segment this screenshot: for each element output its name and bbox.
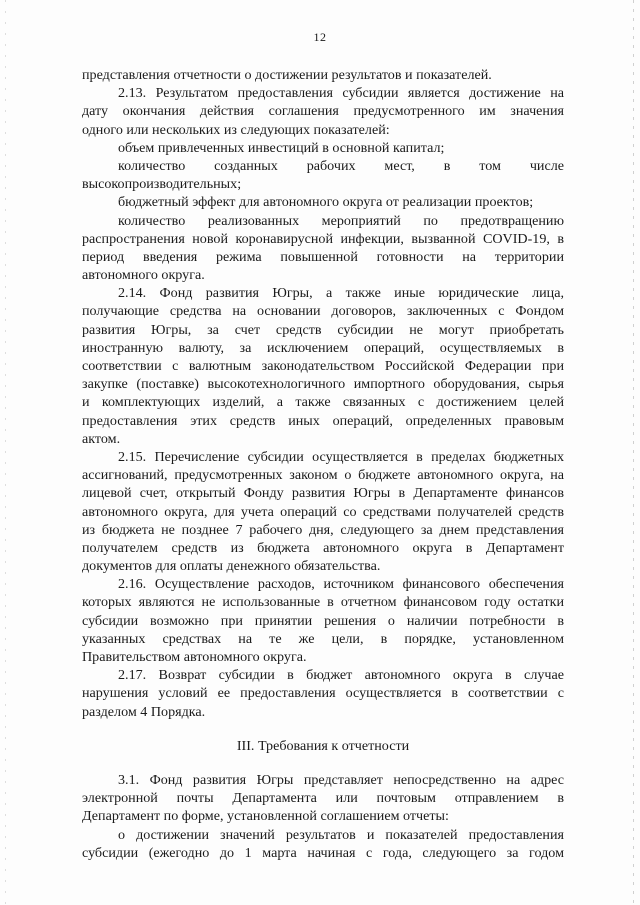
text-line: развития Югры, за счет средств субсидии не могут приобретать xyxy=(82,321,564,338)
text-line: о достижении значений результатов и показателей предоставления xyxy=(118,826,564,843)
text-line: высокопроизводительных; xyxy=(82,176,242,193)
text-line: Правительством автономного округа. xyxy=(82,649,307,665)
text-line: одного или нескольких из следующих показателей: xyxy=(82,121,390,138)
text-line: и комплектующих изделий, а также связанных с достижением целей xyxy=(82,394,564,411)
text-line: закупке (поставке) высокотехнологичного импортного оборудования, сырья xyxy=(82,376,564,393)
text-line: нарушения условий ее предоставления осуществляется в соответствии с xyxy=(82,685,564,702)
scan-edge-left xyxy=(5,0,6,905)
spacer xyxy=(82,755,564,771)
text-line: субсидии возможно при принятии решения о наличии потребности в xyxy=(82,612,564,629)
text-line: 2.16. Осуществление расходов, источником финансового обеспечения xyxy=(118,576,564,593)
text-line: лицевой счет, открытый Фонду развития Югры в Департаменте финансов xyxy=(82,485,564,502)
scan-edge-right xyxy=(633,0,634,905)
text-line: бюджетный эффект для автономного округа от реализации проектов; xyxy=(118,194,534,211)
text-line: представления отчетности о достижении результатов и показателей. xyxy=(82,67,492,83)
text-line: 2.17. Возврат субсидии в бюджет автономного округа в случае xyxy=(118,667,564,684)
section-heading: III. Требования к отчетности xyxy=(236,737,410,754)
text-line: получающие средства на основании договоров, заключенных с Фондом xyxy=(82,303,564,320)
text-line: объем привлеченных инвестиций в основной капитал; xyxy=(118,139,445,156)
text-line: Департамент по форме, установленной соглашением отчеты: xyxy=(82,808,449,825)
text-line: количество созданных рабочих мест, в том числе xyxy=(118,157,564,174)
text-line: разделом 4 Порядка. xyxy=(82,703,206,720)
text-line: актом. xyxy=(82,430,121,447)
text-line: получателем средств из бюджета автономного округа в Департамент xyxy=(82,539,564,556)
spacer xyxy=(82,721,564,737)
text-line: 2.14. Фонд развития Югры, а также иные юридические лица, xyxy=(118,285,564,302)
paragraphs-section-3 xyxy=(82,771,564,862)
text-line: предоставления этих средств иных операций, определенных правовым xyxy=(82,412,564,429)
text-line: ассигнований, предусмотренных законом о бюджете автономного округа, на xyxy=(82,467,564,484)
text-line: которых являются не использованные в отчетном финансовом году остатки xyxy=(82,594,564,611)
text-line: период введения режима повышенной готовности на территории xyxy=(82,248,564,265)
text-line: субсидии (ежегодно до 1 марта начиная с года, следующего за годом xyxy=(82,844,564,861)
text-line: распространения новой коронавирусной инфекции, вызванной COVID-19, в xyxy=(82,230,565,247)
page-number: 12 xyxy=(313,30,327,44)
text-line: 3.1. Фонд развития Югры представляет непосредственно на адрес xyxy=(118,771,564,788)
text-line: 2.13. Результатом предоставления субсидии является достижение на xyxy=(118,85,564,102)
text-line: автономного округа. xyxy=(82,267,205,284)
text-line: 2.15. Перечисление субсидии осуществляется в пределах бюджетных xyxy=(118,448,564,465)
document-body xyxy=(82,66,564,862)
text-line: электронной почты Департамента или почтовым отправлением в xyxy=(82,790,564,807)
paragraphs-section-2 xyxy=(82,66,564,721)
text-line: из бюджета не позднее 7 рабочего дня, следующего за днем представления xyxy=(82,521,564,538)
text-line: иностранную валюту, за исключением операций, осуществляемых в xyxy=(82,339,564,356)
text-line: количество реализованных мероприятий по предотвращению xyxy=(118,212,564,229)
text-line: документов для оплаты денежного обязательства. xyxy=(82,558,381,575)
text-line: дату окончания действия соглашения предусмотренного им значения xyxy=(82,103,564,120)
text-line: указанных средствах на те же цели, в порядке, установленном xyxy=(82,630,564,647)
text-line: соответствии с валютным законодательством Российской Федерации при xyxy=(82,358,564,374)
text-line: автономного округа, для учета операций со средствами получателей средств xyxy=(82,503,564,520)
